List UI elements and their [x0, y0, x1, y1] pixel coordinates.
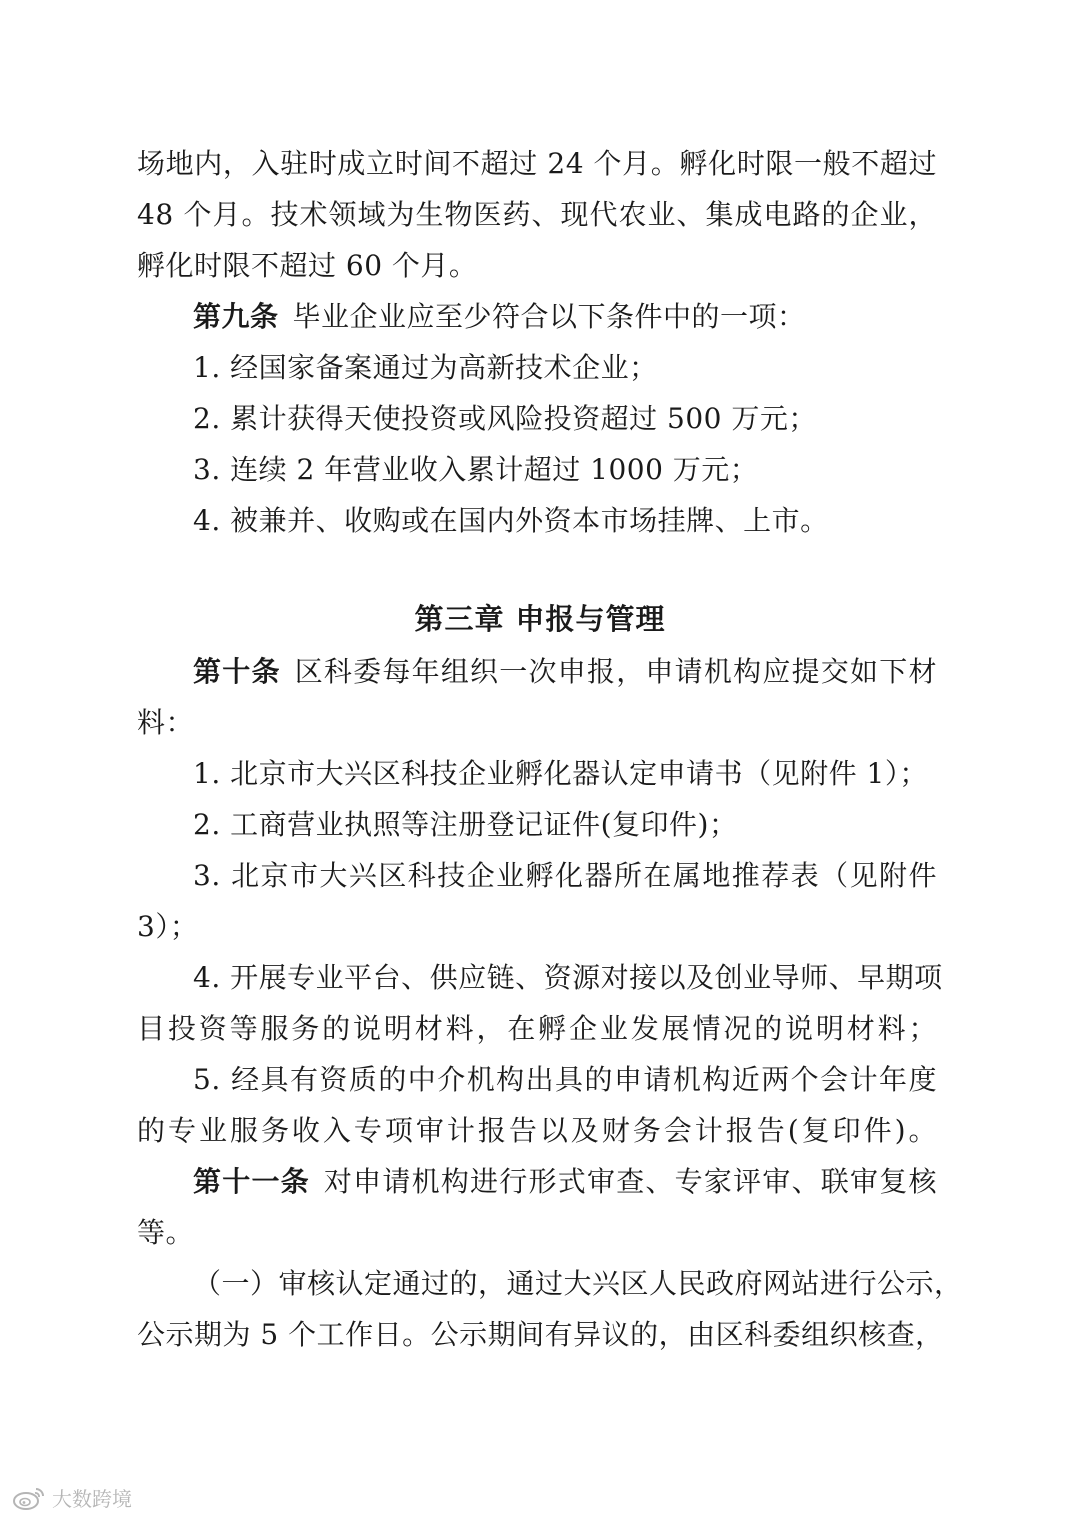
article-11-heading	[193, 1165, 937, 1199]
text-line: 48 个月。技术领域为生物医药、现代农业、集成电路的企业，	[137, 198, 937, 231]
weibo-logo-icon	[12, 1485, 46, 1511]
text-line: 3）；	[137, 910, 199, 943]
list-item: 5. 经具有资质的中介机构出具的申请机构近两个会计年度	[193, 1063, 937, 1096]
list-item: 4. 开展专业平台、供应链、资源对接以及创业导师、早期项	[193, 961, 943, 994]
text-line: 场地内，入驻时成立时间不超过 24 个月。孵化时限一般不超过	[137, 147, 937, 180]
article-text: 毕业企业应至少符合以下条件中的一项：	[292, 300, 806, 333]
article-text: 对申请机构进行形式审查、专家评审、联审复核	[323, 1165, 937, 1198]
article-text: 区科委每年组织一次申报，申请机构应提交如下材	[294, 655, 937, 688]
list-item: 4. 被兼并、收购或在国内外资本市场挂牌、上市。	[193, 504, 829, 537]
list-item: 3. 北京市大兴区科技企业孵化器所在属地推荐表（见附件	[193, 859, 937, 892]
list-item: 1. 经国家备案通过为高新技术企业；	[193, 351, 658, 384]
chapter-title: 第三章 申报与管理	[414, 602, 666, 636]
article-9-heading	[193, 300, 937, 334]
text-line: 的专业服务收入专项审计报告以及财务会计报告(复印件)。	[137, 1114, 937, 1147]
article-10-heading	[193, 655, 937, 689]
list-item: 2. 工商营业执照等注册登记证件(复印件)；	[193, 808, 738, 841]
text-line: 等。	[137, 1216, 195, 1249]
list-item: 3. 连续 2 年营业收入累计超过 1000 万元；	[193, 453, 759, 486]
text-line: 目投资等服务的说明材料，在孵企业发展情况的说明材料；	[137, 1012, 937, 1045]
text-line: 孵化时限不超过 60 个月。	[137, 249, 478, 282]
article-label: 第九条	[193, 300, 279, 333]
list-item: 1. 北京市大兴区科技企业孵化器认定申请书（见附件 1）；	[193, 757, 928, 790]
article-label: 第十条	[193, 655, 281, 688]
text-line: 料：	[137, 706, 195, 739]
sub-item: （一）审核认定通过的，通过大兴区人民政府网站进行公示，	[193, 1267, 963, 1300]
list-item: 2. 累计获得天使投资或风险投资超过 500 万元；	[193, 402, 817, 435]
text-line: 公示期为 5 个工作日。公示期间有异议的，由区科委组织核查，	[137, 1318, 944, 1351]
article-label: 第十一条	[193, 1165, 310, 1198]
watermark	[12, 1483, 132, 1512]
watermark-text: 大数跨境	[52, 1487, 132, 1511]
